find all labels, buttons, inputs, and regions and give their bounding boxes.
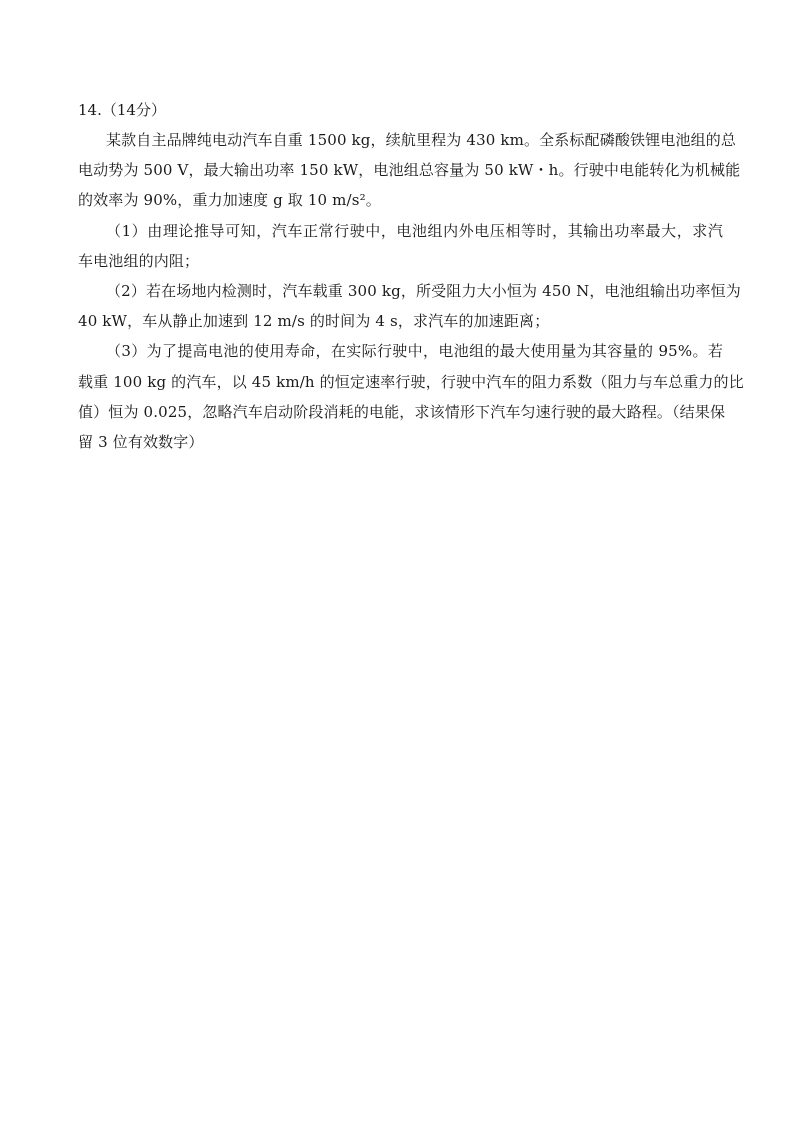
sub-question-2 (78, 276, 741, 336)
part2-line: 40 kW，车从静止加速到 12 m/s 的时间为 4 s，求汽车的加速距离； (78, 312, 550, 331)
question-number: 14.（14分） (78, 101, 166, 119)
part3-line: （3）为了提高电池的使用寿命，在实际行驶中，电池组的最大使用量为其容量的 95%。若 (106, 342, 723, 361)
question-intro (78, 125, 741, 216)
part3-line: 留 3 位有效数字） (78, 432, 204, 451)
part1-line: （1）由理论推导可知，汽车正常行驶中，电池组内外电压相等时，其输出功率最大，求汽 (106, 221, 723, 240)
sub-question-3 (78, 336, 744, 457)
intro-line: 某款自主品牌纯电动汽车自重 1500 kg，续航里程为 430 km。全系标配磷酸铁锂电池组的总 (106, 131, 737, 149)
part2-line: （2）若在场地内检测时，汽车载重 300 kg，所受阻力大小恒为 450 N，电池组输出功率恒为 (106, 281, 741, 300)
sub-question-1 (78, 216, 723, 276)
intro-line: 电动势为 500 V，最大输出功率 150 kW，电池组总容量为 50 kW・h。行驶中电能转化为机械能 (78, 161, 741, 180)
part3-line: 值）恒为 0.025，忽略汽车启动阶段消耗的电能，求该情形下汽车匀速行驶的最大路程。（结果保 (78, 402, 726, 421)
part3-line: 载重 100 kg 的汽车，以 45 km/h 的恒定速率行驶，行驶中汽车的阻力系数（阻力与车总重力的比 (78, 372, 744, 391)
question-14 (78, 95, 744, 457)
part1-line: 车电池组的内阻； (78, 251, 200, 270)
intro-line: 的效率为 90%，重力加速度 g 取 10 m/s²。 (78, 191, 381, 210)
